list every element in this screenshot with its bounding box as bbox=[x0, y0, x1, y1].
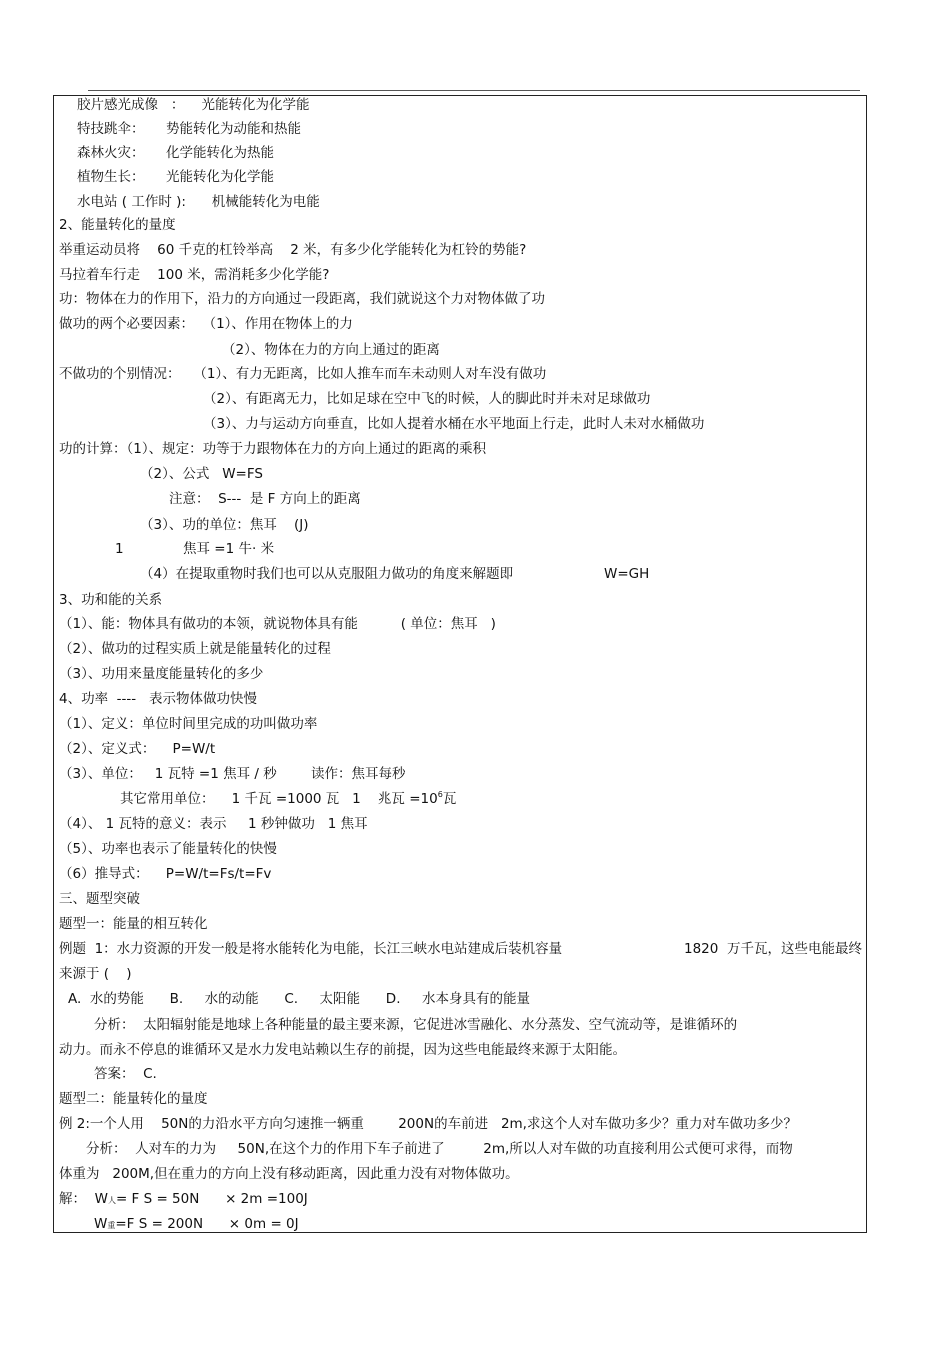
subscript: 人 bbox=[107, 1196, 116, 1205]
subscript: 重 bbox=[107, 1221, 116, 1230]
section-heading: 4、功率 ---- 表示物体做功快慢 bbox=[59, 691, 258, 707]
text-line: 功的计算：（1）、规定：功等于力跟物体在力的方向上通过的距离的乘积 bbox=[59, 441, 487, 457]
text-line: 分析： 太阳辐射能是地球上各种能量的最主要来源，它促进冰雪融化、水分蒸发、空气流动等，是谁循环的 bbox=[94, 1017, 738, 1033]
formula bbox=[59, 1190, 308, 1210]
text-line: （2）、物体在力的方向上通过的距离 bbox=[222, 342, 440, 358]
text-line: （4）、 1 瓦特的意义：表示 1 秒钟做功 1 焦耳 bbox=[59, 816, 368, 832]
text-line: 不做功的个别情况： （1）、有力无距离，比如人推车而车未动则人对车没有做功 bbox=[59, 366, 547, 382]
text-line: 题型一：能量的相互转化 bbox=[59, 916, 208, 932]
text-line: 植物生长： 光能转化为化学能 bbox=[77, 169, 274, 185]
text-line: 举重运动员将 60 千克的杠铃举高 2 米，有多少化学能转化为杠铃的势能? bbox=[59, 242, 527, 258]
text-line: 做功的两个必要因素： （1）、作用在物体上的力 bbox=[59, 316, 353, 332]
text-line: （3）、功的单位：焦耳 (J) bbox=[140, 517, 309, 533]
text-line: （4）在提取重物时我们也可以从克服阻力做功的角度来解题即 bbox=[140, 566, 514, 582]
text-line: （2）、做功的过程实质上就是能量转化的过程 bbox=[59, 641, 331, 657]
text-line: 特技跳伞： 势能转化为动能和热能 bbox=[77, 121, 301, 137]
formula: W=GH bbox=[604, 566, 650, 582]
text-line: 题型二：能量转化的量度 bbox=[59, 1091, 208, 1107]
text-line: （3）、力与运动方向垂直，比如人提着水桶在水平地面上行走，此时人未对水桶做功 bbox=[203, 416, 705, 432]
text-line: （1）、定义：单位时间里完成的功叫做功率 bbox=[59, 716, 318, 732]
text-line: 水电站 ( 工作时 ): 机械能转化为电能 bbox=[77, 194, 320, 210]
text-line: 森林火灾： 化学能转化为热能 bbox=[77, 145, 274, 161]
text-line: 解： W bbox=[59, 1191, 108, 1207]
text-line: 动力。而永不停息的谁循环又是水力发电站赖以生存的前提，因为这些电能最终来源于太阳能。 bbox=[59, 1042, 626, 1058]
answer-options: A. 水的势能 B. 水的动能 C. 太阳能 D. 水本身具有的能量 bbox=[68, 991, 530, 1007]
text-line: （2）、定义式： P=W/t bbox=[59, 741, 216, 757]
text-line: 1820 万千瓦，这些电能最终 bbox=[684, 941, 862, 957]
text-line: （6）推导式： P=W/t=Fs/t=Fv bbox=[59, 866, 272, 882]
text-line: = F S = 50N × 2m =100J bbox=[115, 1191, 308, 1207]
text-line: 来源于 ( ) bbox=[59, 966, 132, 982]
section-heading: 2、能量转化的量度 bbox=[59, 217, 176, 233]
text-line: 注意： S--- 是 F 方向上的距离 bbox=[169, 491, 361, 507]
section-heading: 三、题型突破 bbox=[59, 891, 140, 907]
text-line: （3）、单位： 1 瓦特 =1 焦耳 / 秒 读作：焦耳每秒 bbox=[59, 766, 406, 782]
text-line: 例题 1：水力资源的开发一般是将水能转化为电能，长江三峡水电站建成后装机容量 bbox=[59, 941, 563, 957]
formula bbox=[94, 1215, 299, 1235]
text-line: 1 bbox=[115, 541, 124, 557]
text-line: 马拉着车行走 100 米，需消耗多少化学能? bbox=[59, 267, 330, 283]
header-rule bbox=[88, 90, 860, 91]
text-line: 体重为 200M,但在重力的方向上没有移动距离，因此重力没有对物体做功。 bbox=[59, 1166, 519, 1182]
text-line: 功：物体在力的作用下，沿力的方向通过一段距离，我们就说这个力对物体做了功 bbox=[59, 291, 545, 307]
text-line: =F S = 200N × 0m = 0J bbox=[115, 1216, 299, 1232]
text-line: （2）、有距离无力，比如足球在空中飞的时候，人的脚此时并未对足球做功 bbox=[203, 391, 651, 407]
text-line: W bbox=[94, 1216, 108, 1232]
text-line: 焦耳 =1 牛· 米 bbox=[183, 541, 275, 557]
text-line: 答案： C. bbox=[94, 1066, 157, 1082]
text-line: 瓦 bbox=[442, 791, 457, 807]
section-heading: 3、功和能的关系 bbox=[59, 592, 163, 608]
text-line: 胶片感光成像 ： 光能转化为化学能 bbox=[77, 97, 310, 113]
superscript: 6 bbox=[437, 790, 443, 799]
text-line: （2）、公式 W=FS bbox=[140, 466, 263, 482]
text-line: 其它常用单位： 1 千瓦 =1000 瓦 1 兆瓦 =10 bbox=[120, 791, 438, 807]
text-line: 分析： 人对车的力为 50N,在这个力的作用下车子前进了 2m,所以人对车做的功直接利用公式便可求得，而物 bbox=[86, 1141, 793, 1157]
text-line: （5）、功率也表示了能量转化的快慢 bbox=[59, 841, 277, 857]
text-line: 例 2:一个人用 50N的力沿水平方向匀速推一辆重 200N的车前进 2m,求这个人对车做功多少？重力对车做功多少？ bbox=[59, 1116, 797, 1132]
text-line: （1）、能：物体具有做功的本领，就说物体具有能 ( 单位：焦耳 ) bbox=[59, 616, 496, 632]
text-line: （3）、功用来量度能量转化的多少 bbox=[59, 666, 264, 682]
text-line bbox=[120, 790, 456, 810]
